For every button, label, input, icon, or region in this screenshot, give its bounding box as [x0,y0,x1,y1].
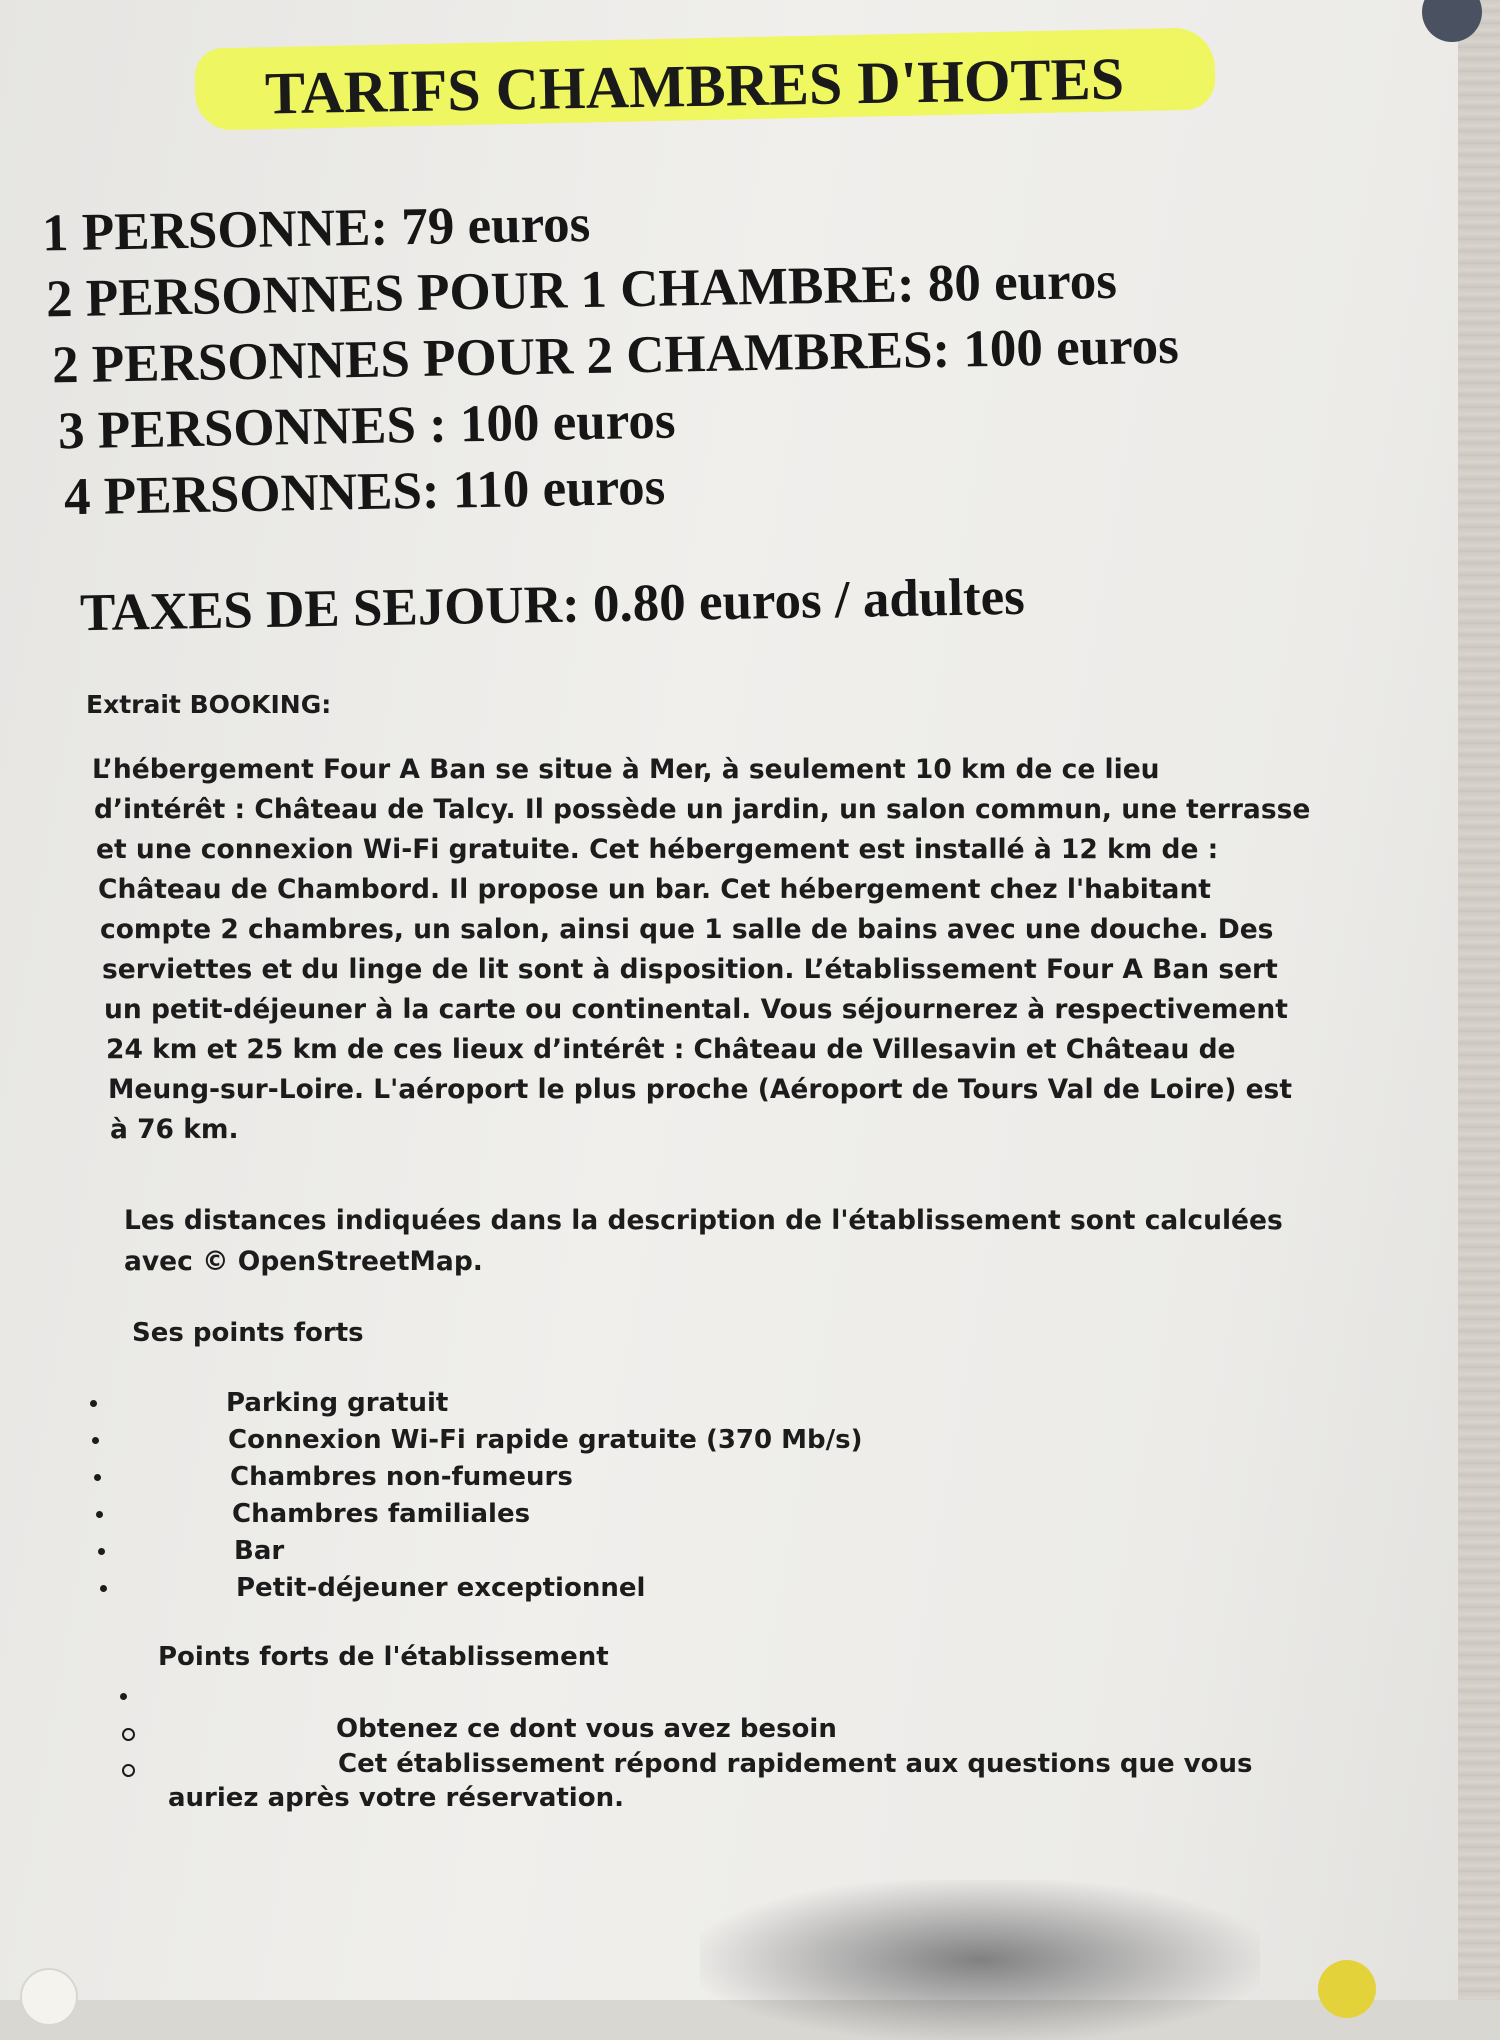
pin-icon [20,1968,78,2026]
establishment-heading: Points forts de l'établissement [158,1642,609,1672]
description-line: un petit-déjeuner à la carte ou continental. Vous séjournerez à respectivement [104,994,1288,1025]
points-forts-list [90,1385,990,1607]
tax-line: TAXES DE SEJOUR: 0.80 euros / adultes [79,567,1026,643]
price-item: 4 PERSONNES: 110 euros [63,457,666,527]
distances-note-line: Les distances indiquées dans la description de l'établissement sont calculées [124,1205,1283,1236]
list-item-label: Parking gratuit [226,1388,449,1418]
description-line: Meung-sur-Loire. L'aéroport le plus proche (Aéroport de Tours Val de Loire) est [108,1074,1292,1105]
bullet-icon [96,1511,103,1518]
price-list [41,190,1242,527]
establishment-point: Cet établissement répond rapidement aux questions que vous [338,1749,1253,1779]
bullet-icon [120,1693,127,1700]
list-item-label: Chambres familiales [232,1499,531,1529]
bullet-icon [94,1474,101,1481]
bullet-icon [98,1548,105,1555]
establishment-point: Obtenez ce dont vous avez besoin [336,1714,837,1744]
list-item [94,1459,990,1496]
circle-bullet-icon [122,1728,135,1741]
list-item-label: Connexion Wi-Fi rapide gratuite (370 Mb/s) [228,1425,863,1455]
bullet-icon [92,1437,99,1444]
description-line: à 76 km. [110,1114,239,1145]
points-forts-heading: Ses points forts [132,1318,364,1348]
description-line: L’hébergement Four A Ban se situe à Mer, à seulement 10 km de ce lieu [92,754,1160,785]
description-line: compte 2 chambres, un salon, ainsi que 1 salle de bains avec une douche. Des [100,914,1274,945]
photo-shadow [700,1880,1260,2040]
description-line: 24 km et 25 km de ces lieux d’intérêt : Château de Villesavin et Château de [106,1034,1236,1065]
description-line: Château de Chambord. Il propose un bar. Cet hébergement chez l'habitant [98,874,1211,905]
list-item [98,1533,990,1570]
circle-bullet-icon [122,1764,135,1777]
price-item: 1 PERSONNE: 79 euros [41,194,591,263]
description-line: serviettes et du linge de lit sont à disposition. L’établissement Four A Ban sert [102,954,1278,985]
bullet-icon [100,1585,107,1592]
page-title: TARIFS CHAMBRES D'HOTES [264,45,1125,127]
distances-note-line: avec © OpenStreetMap. [124,1246,483,1277]
establishment-point-continued: auriez après votre réservation. [168,1783,624,1813]
description-line: d’intérêt : Château de Talcy. Il possède un jardin, un salon commun, une terrasse [94,794,1311,825]
pin-icon [1318,1960,1376,2018]
list-item [96,1496,990,1533]
distances-note [124,1200,1284,1282]
list-item [90,1385,990,1422]
title-block [195,30,1215,130]
bullet-icon [90,1400,97,1407]
list-item-label: Chambres non-fumeurs [230,1462,573,1492]
description-line: et une connexion Wi-Fi gratuite. Cet hébergement est installé à 12 km de : [96,834,1219,865]
price-item: 2 PERSONNES POUR 1 CHAMBRE: 80 euros [45,251,1118,329]
list-item [92,1422,990,1459]
extract-heading: Extrait BOOKING: [86,690,332,719]
price-item: 2 PERSONNES POUR 2 CHAMBRES: 100 euros [51,316,1180,395]
description-paragraph [92,750,1332,1150]
list-item-label: Petit-déjeuner exceptionnel [236,1573,646,1603]
list-item [100,1570,990,1607]
list-item-label: Bar [234,1536,285,1566]
price-item: 3 PERSONNES : 100 euros [57,391,676,461]
